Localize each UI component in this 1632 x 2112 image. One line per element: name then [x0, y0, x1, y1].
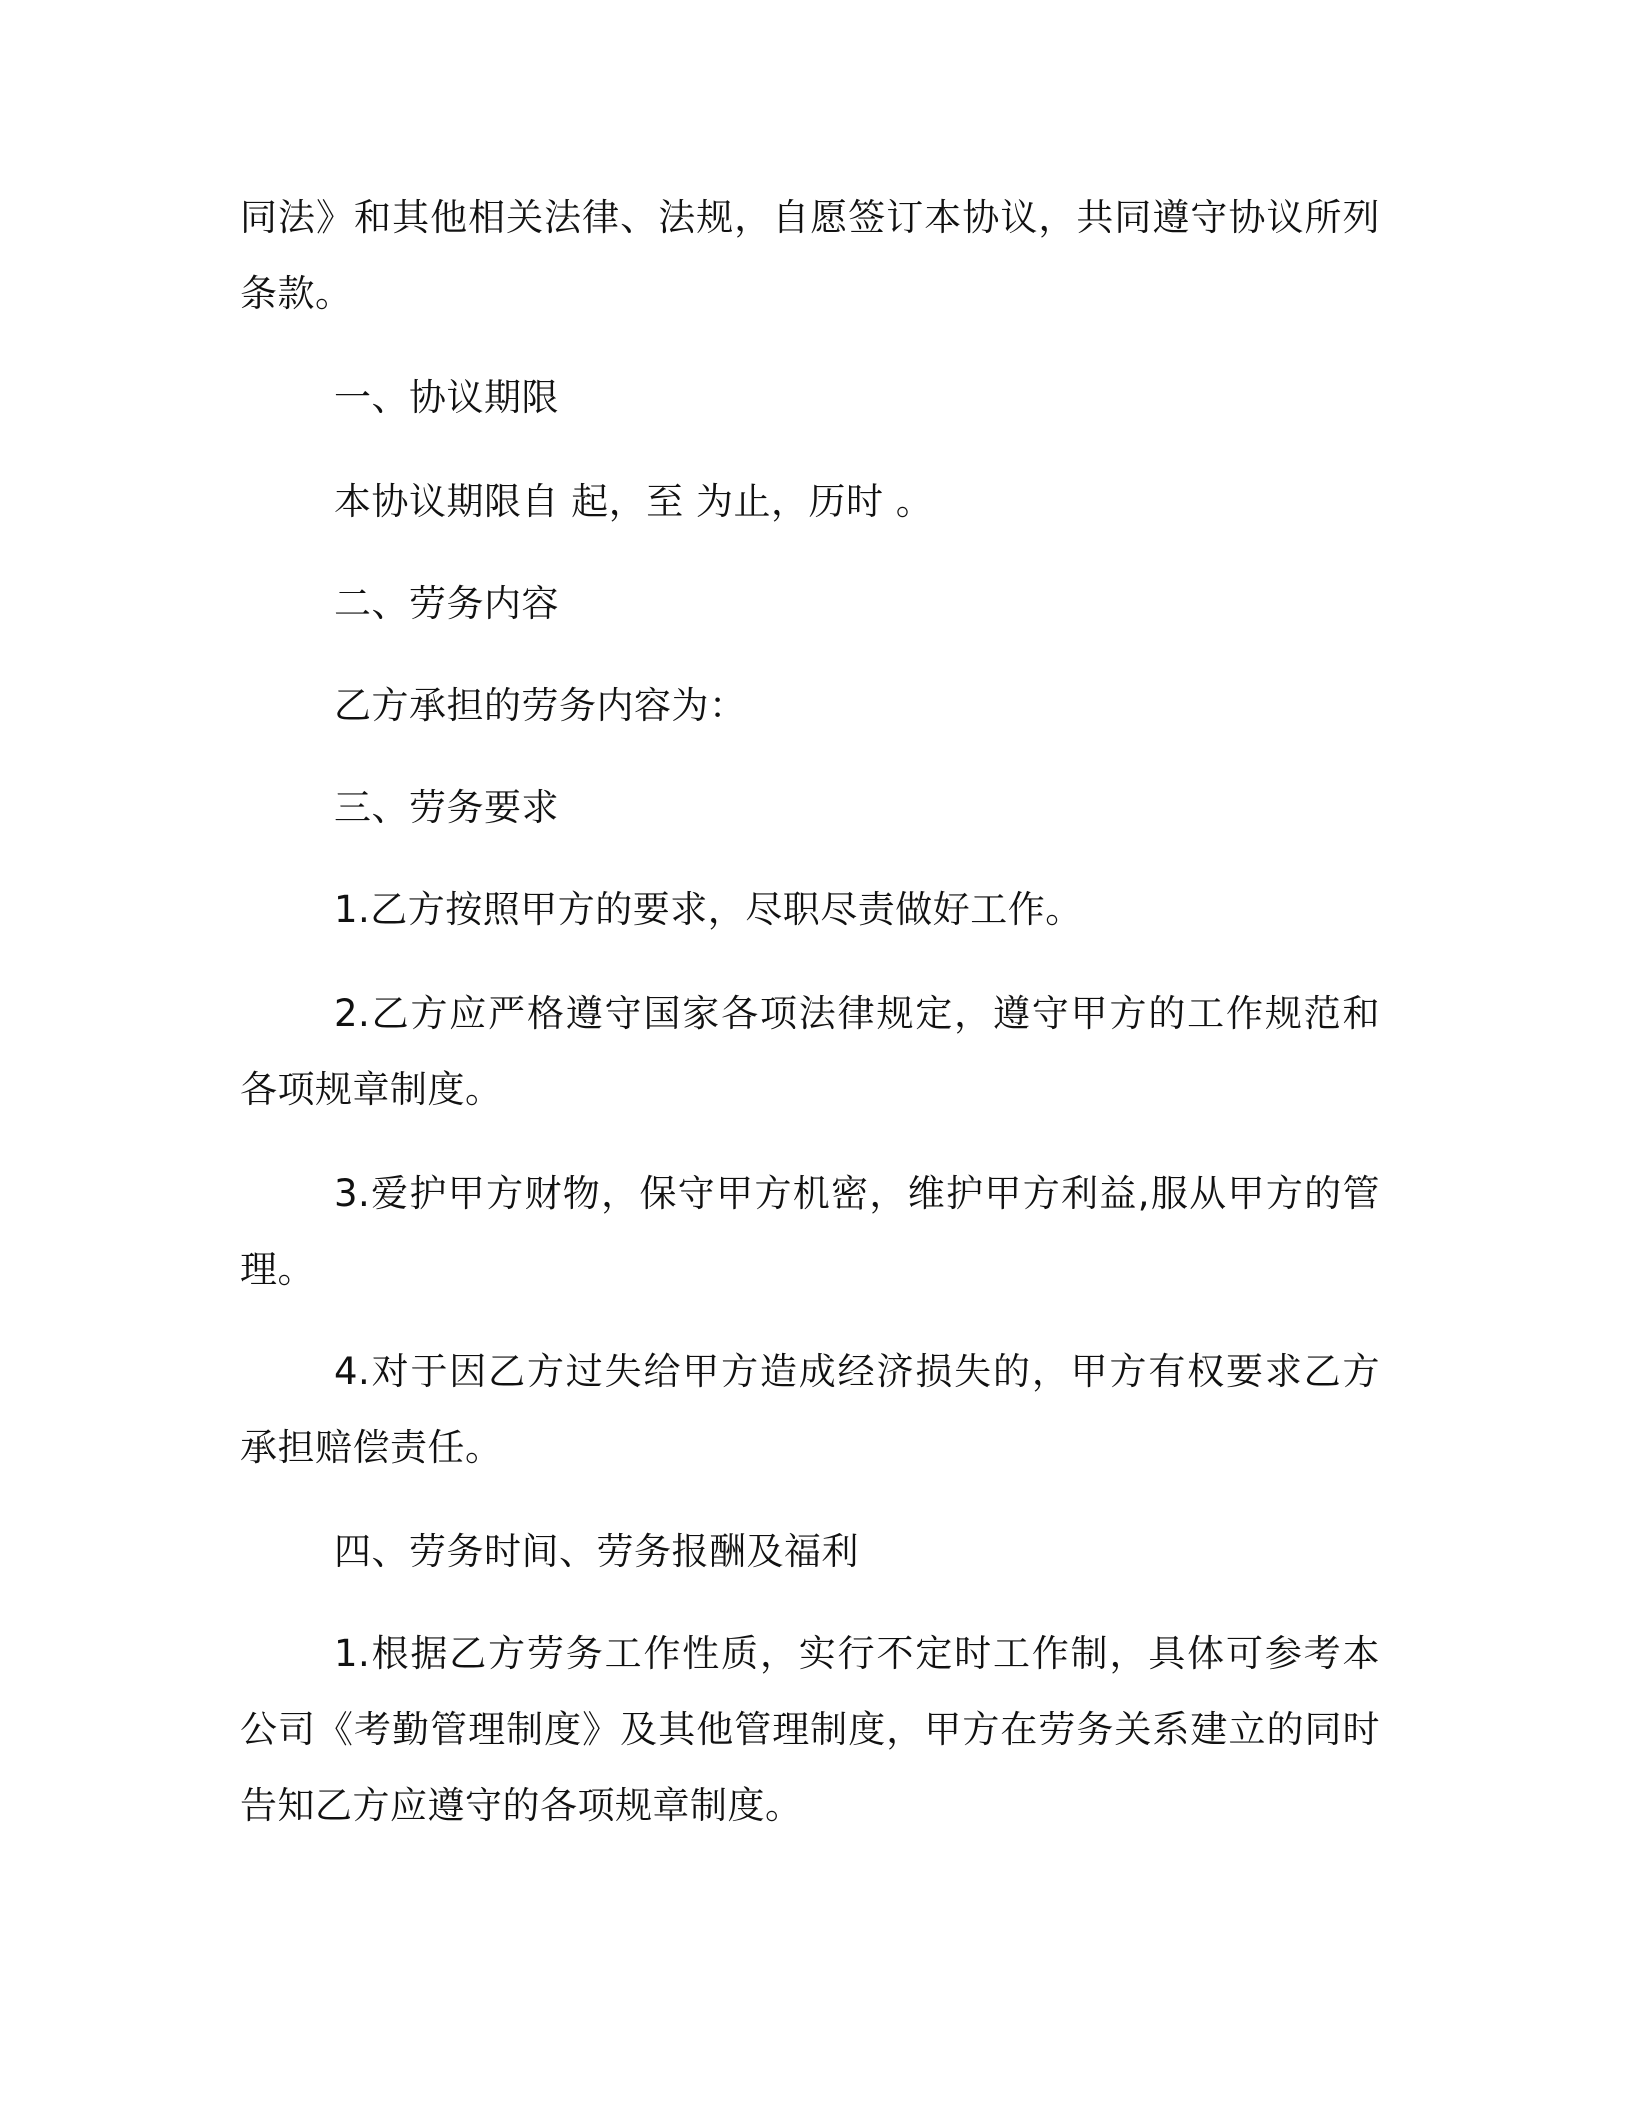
heading-agreement-term: 一、协议期限 — [334, 376, 559, 419]
paragraph-agreement-term: 本协议期限自 起，至 为止，历时 。 — [334, 480, 934, 523]
requirement-item-1: 1.乙方按照甲方的要求，尽职尽责做好工作。 — [334, 888, 1083, 931]
requirement-item-4: 4.对于因乙方过失给甲方造成经济损失的，甲方有权要求乙方承担赔偿责任。 — [240, 1350, 1380, 1469]
requirement-item-3: 3.爱护甲方财物，保守甲方机密，维护甲方利益,服从甲方的管理。 — [240, 1172, 1380, 1291]
heading-service-requirements: 三、劳务要求 — [334, 786, 559, 829]
heading-working-hours-pay: 四、劳务时间、劳务报酬及福利 — [334, 1530, 859, 1573]
heading-service-content: 二、劳务内容 — [334, 582, 559, 625]
paragraph-service-content: 乙方承担的劳务内容为： — [334, 684, 747, 727]
requirement-item-2: 2.乙方应严格遵守国家各项法律规定，遵守甲方的工作规范和各项规章制度。 — [240, 992, 1380, 1111]
paragraph-intro-continuation: 同法》和其他相关法律、法规，自愿签订本协议，共同遵守协议所列条款。 — [240, 196, 1380, 315]
working-hours-item-1: 1.根据乙方劳务工作性质，实行不定时工作制，具体可参考本公司《考勤管理制度》及其他管理制度，甲方在劳务关系建立的同时告知乙方应遵守的各项规章制度。 — [240, 1632, 1380, 1827]
